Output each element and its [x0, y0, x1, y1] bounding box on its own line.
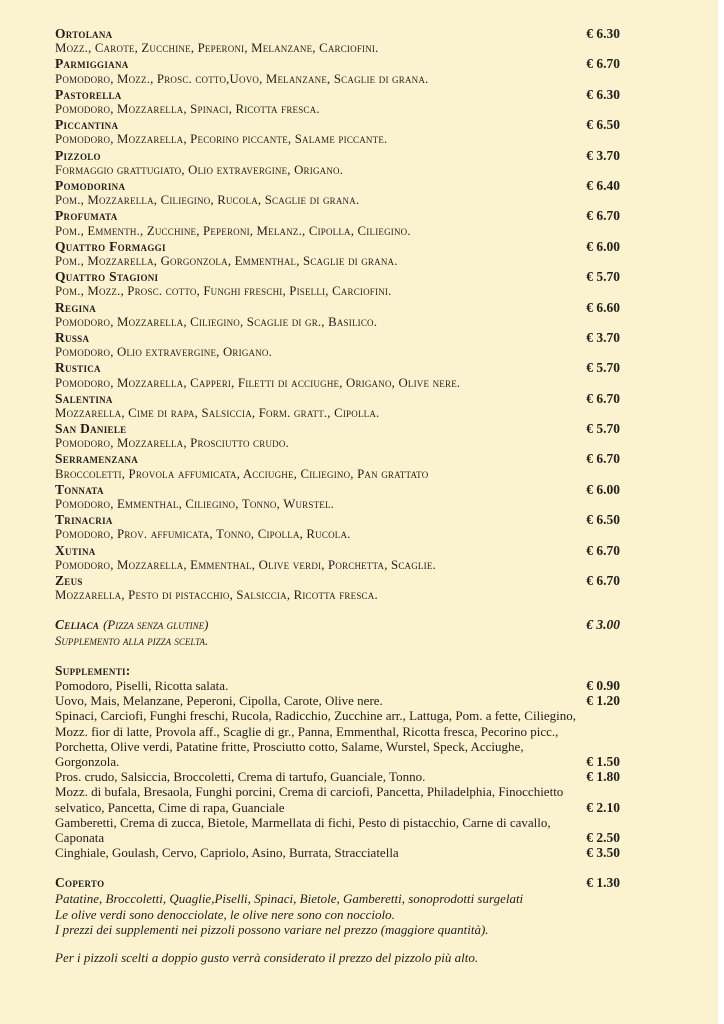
menu-item-description: Pomodoro, Prov. affumicata, Tonno, Cipolla, Rucola.: [55, 527, 351, 542]
menu-item: [55, 148, 620, 178]
menu-item-name: Xutina: [55, 542, 96, 558]
menu-item-price: € 5.70: [586, 421, 620, 437]
supplement-price: € 1.50: [586, 754, 620, 770]
supplement-price: € 2.50: [586, 830, 620, 846]
celiaca-section: [55, 616, 620, 649]
supplement-text: Cinghiale, Goulash, Cervo, Capriolo, Asino, Burrata, Stracciatella: [55, 845, 399, 861]
menu-item-name: San Daniele: [55, 421, 127, 437]
coperto-price: € 1.30: [586, 875, 620, 891]
menu-item: [55, 178, 620, 208]
menu-item-name: Ortolana: [55, 26, 113, 41]
menu-item-price: € 6.00: [586, 481, 620, 497]
menu-item-price: € 6.30: [586, 26, 620, 41]
menu-item-description: Mozz., Carote, Zucchine, Peperoni, Melanzane, Carciofini.: [55, 41, 379, 56]
celiaca-heading: [55, 616, 208, 634]
menu-item: [55, 300, 620, 330]
menu-item-name: Quattro Formaggi: [55, 238, 166, 254]
menu-item: [55, 482, 620, 512]
menu-item-description: Pom., Mozzarella, Ciliegino, Rucola, Scaglie di grana.: [55, 193, 360, 208]
menu-items: [55, 26, 620, 603]
supplement-row: [55, 708, 620, 769]
menu-item-price: € 6.70: [586, 542, 620, 558]
supplement-rows: [55, 678, 620, 860]
supplement-text: Spinaci, Carciofi, Funghi freschi, Rucola, Radicchio, Zucchine arr., Lattuga, Pom. a fette, Ciliegino, Mozz. fior di latte, Provola aff., Scaglie di gr., Panna, Emmenthal, Ricotta fresca, Pecorino picc., Porchetta, Olive verdi, Patatine fritte, Prosciutto cotto, Salame, Wurstel, Speck, Acciughe, Gorgonzola.: [55, 708, 576, 770]
supplement-price: € 2.10: [586, 799, 620, 815]
celiaca-note: Supplemento alla pizza scelta.: [55, 634, 209, 649]
menu-item-name: Rustica: [55, 360, 101, 376]
supplement-price: € 3.50: [586, 845, 620, 861]
menu-item: [55, 512, 620, 542]
menu-item-price: € 6.00: [586, 238, 620, 254]
menu-item-description: Pomodoro, Mozzarella, Prosciutto crudo.: [55, 436, 289, 451]
coperto-label: Coperto: [55, 875, 105, 891]
menu-item-price: € 6.70: [586, 208, 620, 224]
supplement-text: Pros. crudo, Salsiccia, Broccoletti, Crema di tartufo, Guanciale, Tonno.: [55, 769, 426, 785]
menu-item: [55, 208, 620, 238]
menu-item-description: Formaggio grattugiato, Olio extravergine, Origano.: [55, 162, 344, 177]
menu-item-description: Pomodoro, Mozzarella, Pecorino piccante, Salame piccante.: [55, 132, 388, 147]
menu-item-name: Russa: [55, 329, 90, 345]
menu-item-name: Serramenzana: [55, 451, 139, 467]
supplement-row: [55, 845, 620, 860]
menu-item-price: € 6.30: [586, 86, 620, 102]
menu-item-description: Mozzarella, Cime di rapa, Salsiccia, Form. gratt., Cipolla.: [55, 405, 380, 420]
menu-item: [55, 26, 620, 56]
menu-item-price: € 6.60: [586, 299, 620, 315]
supplement-text: Pomodoro, Piselli, Ricotta salata.: [55, 678, 229, 694]
menu-item: [55, 421, 620, 451]
supplement-row: [55, 784, 620, 814]
menu-item-name: Zeus: [55, 573, 83, 589]
menu-item: [55, 543, 620, 573]
celiaca-name: Celiaca: [55, 617, 100, 633]
menu-item-price: € 6.70: [586, 451, 620, 467]
celiaca-subtitle: (Pizza senza glutine): [103, 618, 209, 633]
supplement-row: [55, 815, 620, 845]
menu-item: [55, 269, 620, 299]
menu-item: [55, 451, 620, 481]
menu-item-price: € 6.70: [586, 573, 620, 589]
menu-item-description: Pomodoro, Mozzarella, Spinaci, Ricotta fresca.: [55, 101, 320, 116]
menu-item-name: Profumata: [55, 208, 118, 224]
supplement-row: [55, 693, 620, 708]
menu-item: [55, 56, 620, 86]
menu-item-description: Mozzarella, Pesto di pistacchio, Salsiccia, Ricotta fresca.: [55, 588, 378, 603]
menu-item: [55, 360, 620, 390]
menu-item: [55, 330, 620, 360]
menu-item-description: Pomodoro, Olio extravergine, Origano.: [55, 345, 273, 360]
menu-item-price: € 3.70: [586, 147, 620, 163]
menu-item-name: Pastorella: [55, 86, 122, 102]
supplements-title: Supplementi:: [55, 662, 131, 678]
supplements-section: [55, 663, 620, 861]
menu-item: [55, 239, 620, 269]
menu-item-description: Pomodoro, Emmenthal, Ciliegino, Tonno, Wurstel.: [55, 497, 335, 512]
supplement-text: Gamberetti, Crema di zucca, Bietole, Marmellata di fichi, Pesto di pistacchio, Carne di cavallo, Caponata: [55, 814, 551, 846]
menu-item-price: € 5.70: [586, 269, 620, 285]
menu-item-description: Pomodoro, Mozzarella, Emmenthal, Olive verdi, Porchetta, Scaglie.: [55, 557, 436, 572]
menu-item-description: Pom., Mozzarella, Gorgonzola, Emmenthal, Scaglie di grana.: [55, 253, 398, 268]
menu-item-name: Tonnata: [55, 481, 104, 497]
supplement-price: € 1.20: [586, 693, 620, 709]
supplement-price: € 1.80: [586, 769, 620, 785]
coperto-row: [55, 875, 620, 891]
menu-item-description: Pomodoro, Mozz., Prosc. cotto,Uovo, Melanzane, Scaglie di grana.: [55, 71, 429, 86]
supplement-price: € 0.90: [586, 678, 620, 694]
menu-item-name: Pizzolo: [55, 147, 101, 163]
menu-item-name: Parmiggiana: [55, 56, 129, 72]
menu-item-price: € 6.50: [586, 512, 620, 528]
menu-item-name: Regina: [55, 299, 97, 315]
menu-item-price: € 6.70: [586, 56, 620, 72]
footer-note: Per i pizzoli scelti a doppio gusto verrà considerato il prezzo del pizzolo più alto.: [55, 950, 479, 966]
menu-item-description: Pomodoro, Mozzarella, Ciliegino, Scaglie di gr., Basilico.: [55, 314, 378, 329]
menu-item-description: Pom., Emmenth., Zucchine, Peperoni, Melanz., Cipolla, Ciliegino.: [55, 223, 411, 238]
menu-item-price: € 3.70: [586, 329, 620, 345]
notes: [55, 891, 620, 937]
menu-item-name: Piccantina: [55, 117, 119, 133]
menu-item: [55, 391, 620, 421]
menu-item-price: € 6.70: [586, 390, 620, 406]
menu-item-name: Quattro Stagioni: [55, 269, 159, 285]
menu-item-price: € 5.70: [586, 360, 620, 376]
menu-item: [55, 117, 620, 147]
page-edge: [718, 0, 724, 1024]
celiaca-price: € 3.00: [586, 617, 620, 633]
menu-item-price: € 6.40: [586, 177, 620, 193]
note-line: Le olive verdi sono denocciolate, le olive nere sono con nocciolo.: [55, 906, 395, 922]
note-line: Patatine, Broccoletti, Quaglie,Piselli, Spinaci, Bietole, Gamberetti, sonoprodotti surgelati: [55, 891, 524, 907]
menu-item-name: Pomodorina: [55, 177, 126, 193]
menu-item: [55, 87, 620, 117]
supplement-text: Mozz. di bufala, Bresaola, Funghi porcini, Crema di carciofi, Pancetta, Philadelphia, Finocchietto selvatico, Pancetta, Cime di rapa, Guanciale: [55, 784, 564, 815]
supplement-row: [55, 769, 620, 784]
menu-item-description: Pomodoro, Mozzarella, Capperi, Filetti di acciughe, Origano, Olive nere.: [55, 375, 461, 390]
menu-item-name: Salentina: [55, 390, 113, 406]
note-line: I prezzi dei supplementi nei pizzoli possono variare nel prezzo (maggiore quantità).: [55, 921, 489, 937]
menu-item-price: € 6.50: [586, 117, 620, 133]
menu-item-description: Broccoletti, Provola affumicata, Acciughe, Ciliegino, Pan grattato: [55, 466, 429, 481]
supplement-text: Uovo, Mais, Melanzane, Peperoni, Cipolla, Carote, Olive nere.: [55, 693, 383, 709]
menu-item-name: Trinacria: [55, 512, 113, 528]
menu-item: [55, 573, 620, 603]
menu-item-description: Pom., Mozz., Prosc. cotto, Funghi freschi, Piselli, Carciofini.: [55, 284, 392, 299]
supplement-row: [55, 678, 620, 693]
